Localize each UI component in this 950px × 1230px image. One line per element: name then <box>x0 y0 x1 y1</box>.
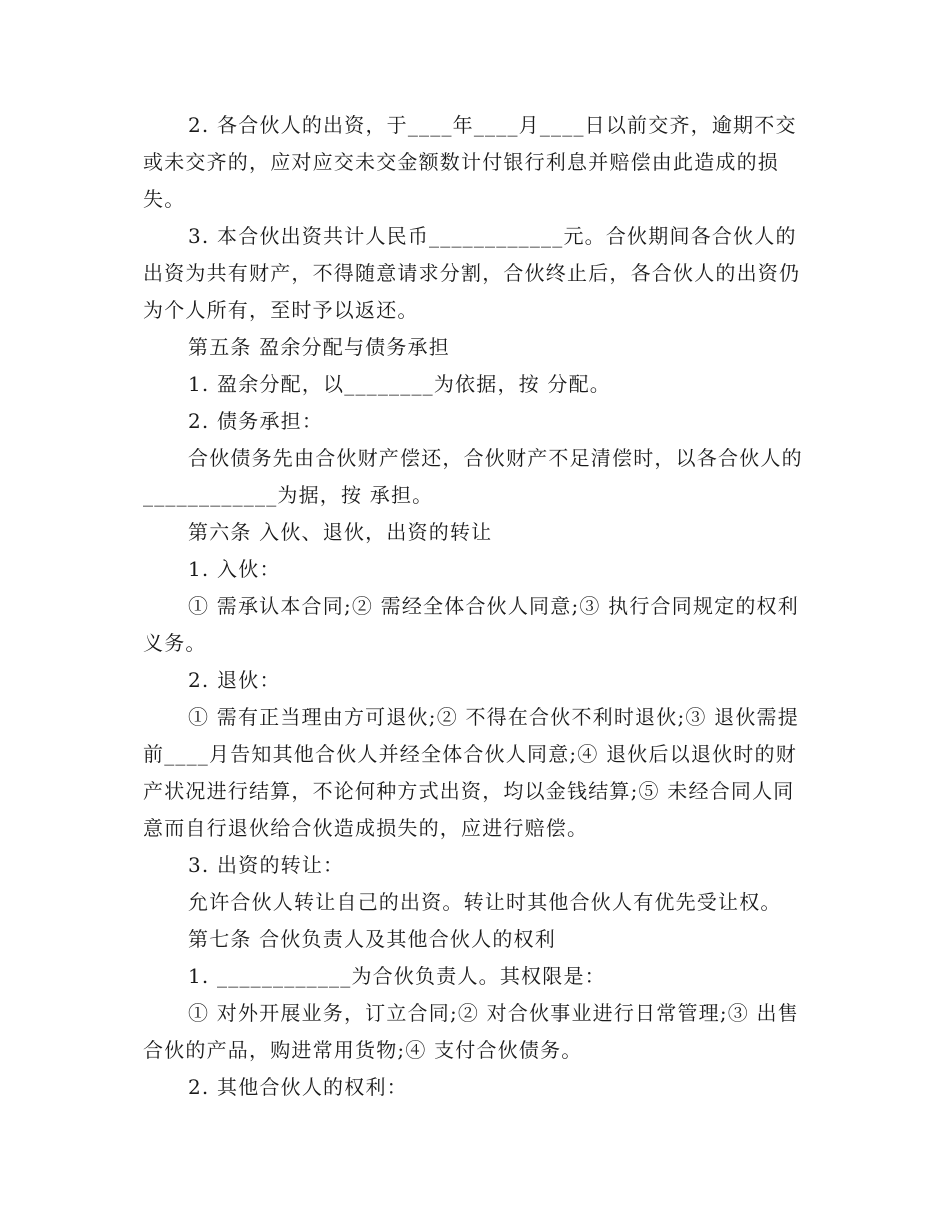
paragraph-manager: 1. ____________为合伙负责人。其权限是： <box>188 964 606 988</box>
paragraph-other-partners-rights: 2. 其他合伙人的权利： <box>188 1075 408 1099</box>
paragraph-transfer-terms: 允许合伙人转让自己的出资。转让时其他合伙人有优先受让权。 <box>188 890 782 914</box>
paragraph-withdrawal-title: 2. 退伙： <box>188 668 281 692</box>
paragraph-contribution-deadline: 2. 各合伙人的出资，于____年____月____日以前交齐，逾期不交或未交齐的，应对应交未交金额数计付银行利息并赔偿由此造成的损失。 <box>143 113 797 211</box>
paragraph-withdrawal-terms: ① 需有正当理由方可退伙;② 不得在合伙不利时退伙;③ 退伙需提前____月告知其他合伙人并经全体合伙人同意;④ 退伙后以退伙时的财产状况进行结算，不论何种方式出资，均以金钱结算;⑤ 未经合同人同意而自行退伙给合伙造成损失的，应进行赔偿。 <box>143 705 799 840</box>
document-body <box>143 107 808 1106</box>
paragraph-admission-title: 1. 入伙： <box>188 557 281 581</box>
heading-article-5: 第五条 盈余分配与债务承担 <box>188 335 450 359</box>
paragraph-profit-distribution: 1. 盈余分配，以________为依据，按 分配。 <box>188 372 611 396</box>
paragraph-manager-powers: ① 对外开展业务，订立合同;② 对合伙事业进行日常管理;③ 出售合伙的产品，购进常用货物;④ 支付合伙债务。 <box>143 1001 799 1062</box>
paragraph-debt-bearing: 合伙债务先由合伙财产偿还，合伙财产不足清偿时，以各合伙人的____________为据，按 承担。 <box>143 446 803 507</box>
heading-article-7: 第七条 合伙负责人及其他合伙人的权利 <box>188 927 556 951</box>
paragraph-admission-terms: ① 需承认本合同;② 需经全体合伙人同意;③ 执行合同规定的权利义务。 <box>143 594 799 655</box>
paragraph-transfer-title: 3. 出资的转让： <box>188 853 345 877</box>
heading-article-6: 第六条 入伙、退伙，出资的转让 <box>188 520 493 544</box>
paragraph-total-contribution: 3. 本合伙出资共计人民币____________元。合伙期间各合伙人的出资为共有财产，不得随意请求分割，合伙终止后，各合伙人的出资仍为个人所有，至时予以返还。 <box>143 224 801 322</box>
paragraph-debt-bearing-title: 2. 债务承担： <box>188 409 324 433</box>
